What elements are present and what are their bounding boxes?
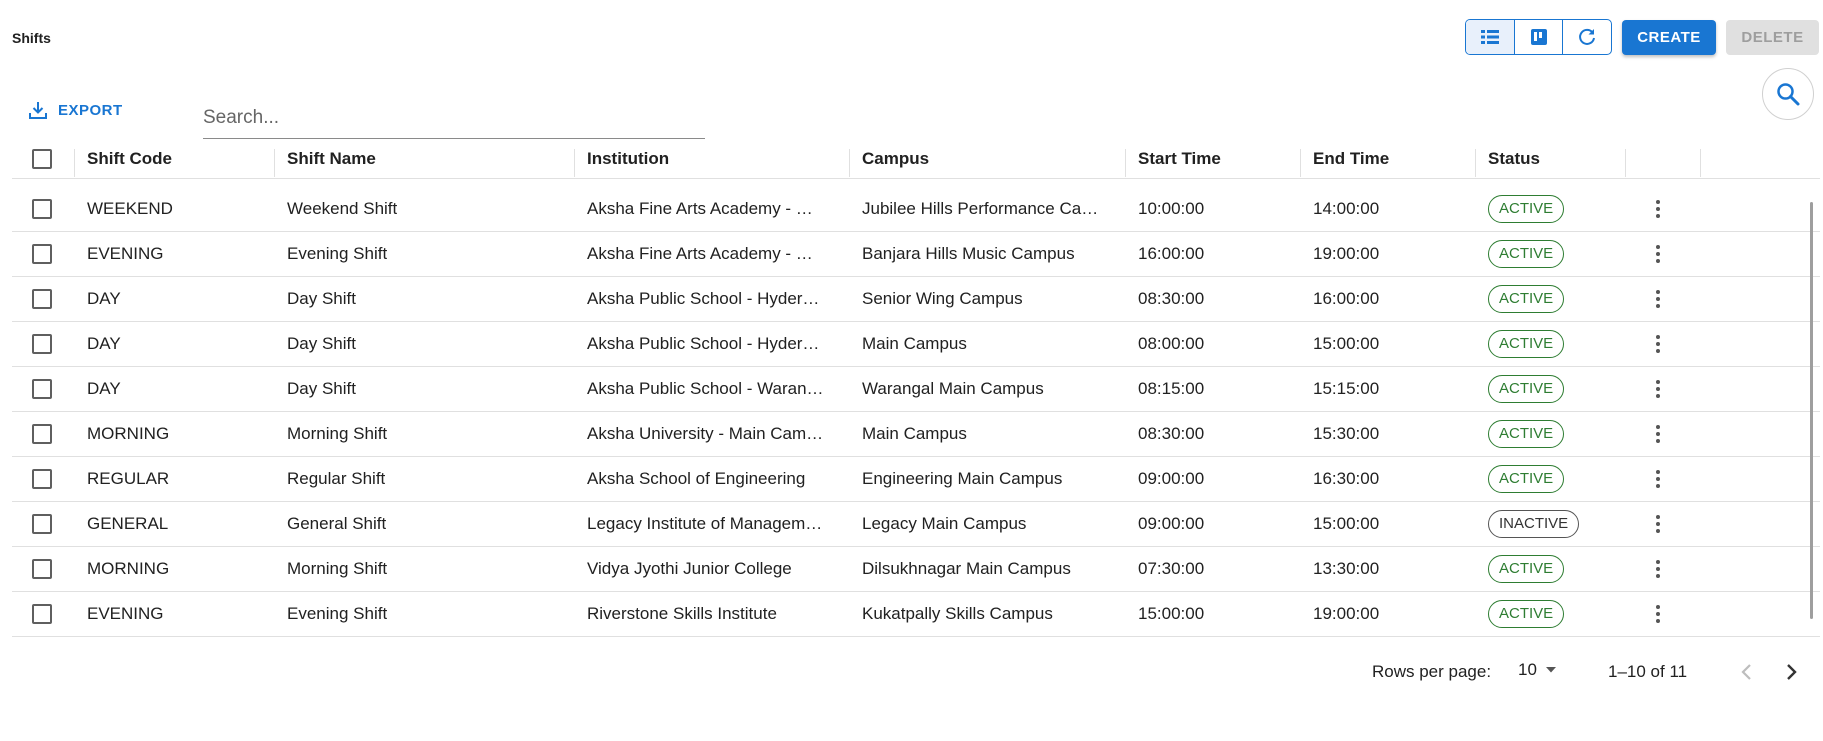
table-row[interactable] <box>12 321 1820 367</box>
column-header-institution[interactable]: Institution <box>587 149 670 168</box>
column-header-shift-name[interactable]: Shift Name <box>287 149 376 168</box>
cell-start-time: 15:00:00 <box>1138 603 1205 623</box>
cell-start-time: 08:30:00 <box>1138 288 1205 308</box>
status-badge: ACTIVE <box>1488 375 1564 403</box>
rows-per-page-label: Rows per page: <box>1372 662 1492 681</box>
export-button[interactable] <box>28 97 123 123</box>
status-badge: INACTIVE <box>1488 510 1579 538</box>
cell-campus: Main Campus <box>862 423 967 443</box>
row-select-cell <box>32 231 62 276</box>
cell-campus: Banjara Hills Music Campus <box>862 243 1075 263</box>
row-select-cell <box>32 456 62 501</box>
status-badge: ACTIVE <box>1488 285 1564 313</box>
cell-shift-code: MORNING <box>87 558 170 578</box>
row-checkbox[interactable] <box>32 469 52 489</box>
refresh-icon <box>1577 27 1597 47</box>
status-badge: ACTIVE <box>1488 600 1564 628</box>
cell-shift-name: Morning Shift <box>287 558 388 578</box>
cell-status <box>1488 186 1628 231</box>
cell-shift-name: General Shift <box>287 513 387 533</box>
row-select-cell <box>32 276 62 321</box>
cell-start-time: 07:30:00 <box>1138 558 1205 578</box>
cell-shift-name: Day Shift <box>287 333 356 353</box>
table-scrollbar[interactable] <box>1810 202 1815 619</box>
cell-institution: Legacy Institute of Managem… <box>587 513 823 533</box>
cell-shift-code: GENERAL <box>87 513 169 533</box>
cell-campus: Legacy Main Campus <box>862 513 1027 533</box>
more-vert-icon[interactable] <box>1646 464 1670 494</box>
cell-actions <box>1646 276 1686 321</box>
cell-status <box>1488 546 1628 591</box>
cell-actions <box>1646 231 1686 276</box>
table-row[interactable] <box>12 231 1820 277</box>
row-checkbox[interactable] <box>32 604 52 624</box>
search-input[interactable] <box>203 98 705 139</box>
cell-campus: Jubilee Hills Performance Ca… <box>862 198 1099 218</box>
export-label: EXPORT <box>58 101 123 119</box>
cell-shift-name: Weekend Shift <box>287 198 398 218</box>
cell-actions <box>1646 186 1686 231</box>
cell-campus: Kukatpally Skills Campus <box>862 603 1053 623</box>
cell-shift-code: DAY <box>87 288 121 308</box>
kanban-view-icon <box>1530 28 1548 46</box>
cell-end-time: 13:30:00 <box>1313 558 1380 578</box>
row-select-cell <box>32 411 62 456</box>
chevron-left-icon <box>1739 663 1753 681</box>
more-vert-icon[interactable] <box>1646 599 1670 629</box>
cell-actions <box>1646 366 1686 411</box>
cell-start-time: 08:30:00 <box>1138 423 1205 443</box>
cell-institution: Aksha Fine Arts Academy - … <box>587 243 813 263</box>
search-button[interactable] <box>1762 68 1814 120</box>
cell-shift-code: MORNING <box>87 423 170 443</box>
row-select-cell <box>32 546 62 591</box>
create-button[interactable]: CREATE <box>1622 20 1716 55</box>
rows-per-page-select[interactable] <box>1518 660 1557 680</box>
cell-shift-name: Day Shift <box>287 378 356 398</box>
cell-status <box>1488 456 1628 501</box>
cell-institution: Aksha Public School - Hyder… <box>587 333 820 353</box>
cell-start-time: 08:00:00 <box>1138 333 1205 353</box>
cell-campus: Engineering Main Campus <box>862 468 1063 488</box>
row-select-cell <box>32 366 62 411</box>
cell-status <box>1488 321 1628 366</box>
column-header-shift-code[interactable]: Shift Code <box>87 149 172 168</box>
cell-status <box>1488 366 1628 411</box>
cell-status <box>1488 411 1628 456</box>
row-select-cell <box>32 321 62 366</box>
cell-institution: Riverstone Skills Institute <box>587 603 777 623</box>
cell-end-time: 15:30:00 <box>1313 423 1380 443</box>
cell-actions <box>1646 546 1686 591</box>
pagination-range: 1–10 of 11 <box>1608 662 1688 681</box>
row-select-cell <box>32 186 62 231</box>
cell-actions <box>1646 501 1686 546</box>
cell-actions <box>1646 321 1686 366</box>
more-vert-icon[interactable] <box>1646 194 1670 224</box>
status-badge: ACTIVE <box>1488 240 1564 268</box>
cell-status <box>1488 591 1628 636</box>
table-row[interactable] <box>12 501 1820 547</box>
cell-shift-code: REGULAR <box>87 468 170 488</box>
download-icon <box>28 100 48 120</box>
cell-institution: Aksha Public School - Hyder… <box>587 288 820 308</box>
row-select-cell <box>32 501 62 546</box>
column-header-end-time[interactable]: End Time <box>1313 149 1390 168</box>
column-header-start-time[interactable]: Start Time <box>1138 149 1221 168</box>
refresh-button[interactable] <box>1562 20 1611 54</box>
list-view-icon <box>1480 28 1500 46</box>
column-header-status[interactable]: Status <box>1488 149 1540 168</box>
cell-campus: Dilsukhnagar Main Campus <box>862 558 1071 578</box>
cell-status <box>1488 231 1628 276</box>
table-row[interactable] <box>12 591 1820 637</box>
cell-campus: Main Campus <box>862 333 967 353</box>
cell-end-time: 15:15:00 <box>1313 378 1380 398</box>
cell-shift-code: DAY <box>87 378 121 398</box>
cell-shift-name: Morning Shift <box>287 423 388 443</box>
rows-per-page-value: 10 <box>1518 660 1537 679</box>
cell-end-time: 16:30:00 <box>1313 468 1380 488</box>
cell-shift-name: Evening Shift <box>287 603 388 623</box>
cell-campus: Warangal Main Campus <box>862 378 1044 398</box>
table-row[interactable] <box>12 276 1820 322</box>
cell-start-time: 09:00:00 <box>1138 513 1205 533</box>
row-checkbox[interactable] <box>32 559 52 579</box>
previous-page-button[interactable] <box>1730 656 1762 688</box>
table-row[interactable] <box>12 186 1820 232</box>
table-scrollbar-thumb[interactable] <box>1810 202 1813 619</box>
row-checkbox[interactable] <box>32 424 52 444</box>
cell-institution: Vidya Jyothi Junior College <box>587 558 792 578</box>
select-all-checkbox[interactable] <box>32 149 52 169</box>
table-row[interactable] <box>12 546 1820 592</box>
cell-end-time: 19:00:00 <box>1313 603 1380 623</box>
column-header-campus[interactable]: Campus <box>862 149 930 168</box>
more-vert-icon[interactable] <box>1646 329 1670 359</box>
status-badge: ACTIVE <box>1488 555 1564 583</box>
more-vert-icon[interactable] <box>1646 239 1670 269</box>
cell-shift-code: WEEKEND <box>87 198 173 218</box>
status-badge: ACTIVE <box>1488 330 1564 358</box>
cell-shift-name: Regular Shift <box>287 468 386 488</box>
table-header-row <box>12 140 1820 179</box>
select-all-cell <box>32 140 62 178</box>
cell-shift-name: Evening Shift <box>287 243 388 263</box>
view-toggle-group <box>1465 19 1612 55</box>
cell-shift-code: DAY <box>87 333 121 353</box>
chevron-right-icon <box>1785 663 1799 681</box>
cell-end-time: 15:00:00 <box>1313 513 1380 533</box>
more-vert-icon[interactable] <box>1646 374 1670 404</box>
more-vert-icon[interactable] <box>1646 554 1670 584</box>
status-badge: ACTIVE <box>1488 465 1564 493</box>
cell-start-time: 10:00:00 <box>1138 198 1205 218</box>
cell-end-time: 14:00:00 <box>1313 198 1380 218</box>
cell-status <box>1488 276 1628 321</box>
cell-institution: Aksha Fine Arts Academy - … <box>587 198 813 218</box>
status-badge: ACTIVE <box>1488 420 1564 448</box>
cell-actions <box>1646 411 1686 456</box>
status-badge: ACTIVE <box>1488 195 1564 223</box>
more-vert-icon[interactable] <box>1646 284 1670 314</box>
cell-institution: Aksha Public School - Waran… <box>587 378 824 398</box>
next-page-button[interactable] <box>1776 656 1808 688</box>
cell-start-time: 16:00:00 <box>1138 243 1205 263</box>
delete-button[interactable]: DELETE <box>1726 20 1819 55</box>
cell-end-time: 19:00:00 <box>1313 243 1380 263</box>
cell-status <box>1488 501 1628 546</box>
row-checkbox[interactable] <box>32 379 52 399</box>
table-row[interactable] <box>12 411 1820 457</box>
cell-institution: Aksha University - Main Cam… <box>587 423 824 443</box>
cell-actions <box>1646 456 1686 501</box>
search-icon <box>1775 81 1801 107</box>
more-vert-icon[interactable] <box>1646 419 1670 449</box>
cell-institution: Aksha School of Engineering <box>587 468 806 488</box>
cell-campus: Senior Wing Campus <box>862 288 1023 308</box>
row-select-cell <box>32 591 62 636</box>
row-checkbox[interactable] <box>32 199 52 219</box>
cell-start-time: 08:15:00 <box>1138 378 1205 398</box>
cell-end-time: 15:00:00 <box>1313 333 1380 353</box>
page-title: Shifts <box>12 30 51 46</box>
more-vert-icon[interactable] <box>1646 509 1670 539</box>
cell-start-time: 09:00:00 <box>1138 468 1205 488</box>
chevron-down-icon <box>1545 666 1557 674</box>
kanban-view-button[interactable] <box>1514 20 1563 54</box>
cell-shift-code: EVENING <box>87 603 164 623</box>
cell-actions <box>1646 591 1686 636</box>
table-row[interactable] <box>12 366 1820 412</box>
list-view-button[interactable] <box>1466 20 1514 54</box>
row-checkbox[interactable] <box>32 289 52 309</box>
row-checkbox[interactable] <box>32 514 52 534</box>
row-checkbox[interactable] <box>32 334 52 354</box>
cell-shift-code: EVENING <box>87 243 164 263</box>
cell-shift-name: Day Shift <box>287 288 356 308</box>
table-row[interactable] <box>12 456 1820 502</box>
row-checkbox[interactable] <box>32 244 52 264</box>
cell-end-time: 16:00:00 <box>1313 288 1380 308</box>
